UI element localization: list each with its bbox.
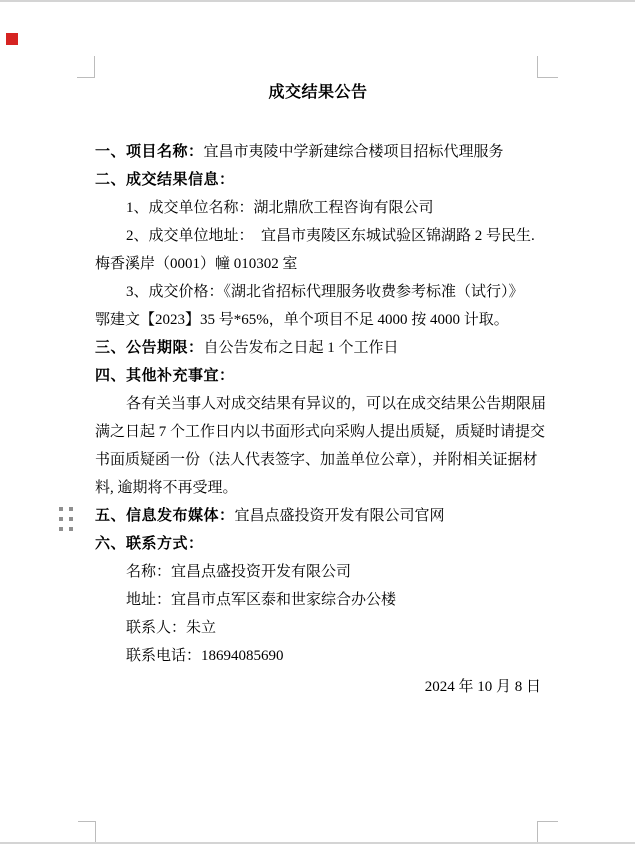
drag-handle-dots-icon[interactable] [59, 507, 73, 531]
section-label: 三、公告期限： [95, 339, 204, 356]
section-label: 五、信息发布媒体： [95, 507, 235, 524]
margin-crop-mark-bottom-right [537, 821, 538, 843]
text-line [95, 278, 541, 306]
page-title: 成交结果公告 [268, 84, 368, 101]
section-label: 四、其他补充事宜： [95, 367, 235, 384]
margin-crop-mark-top-right [537, 77, 558, 78]
text-line [95, 194, 541, 222]
date-line: 2024 年 10 月 8 日 [424, 679, 541, 695]
line-text: 地址：宜昌市点军区泰和世家综合办公楼 [126, 592, 397, 608]
margin-crop-mark-bottom-right [537, 821, 558, 822]
text-line [95, 530, 541, 558]
text-line [95, 250, 541, 278]
section-label: 二、成交结果信息： [95, 171, 235, 188]
line-text: 1、成交单位名称：湖北鼎欣工程咨询有限公司 [126, 200, 434, 216]
line-text: 宜昌点盛投资开发有限公司官网 [234, 508, 445, 524]
document-content [95, 84, 547, 701]
line-text: 鄂建文【2023】35 号*65%，单个项目不足 4000 按 4000 计取。 [95, 312, 509, 328]
text-line [95, 474, 541, 502]
handle-dot [69, 517, 73, 521]
section-label: 六、联系方式： [95, 535, 204, 552]
line-text: 梅香溪岸（0001）幢 010302 室 [95, 256, 298, 272]
line-text: 满之日起 7 个工作日内以书面形式向采购人提出质疑，质疑时请提交 [95, 424, 546, 440]
text-line [95, 586, 541, 614]
line-text: 联系电话：18694085690 [126, 648, 284, 664]
line-text: 名称：宜昌点盛投资开发有限公司 [126, 564, 352, 580]
line-text: 3、成交价格：《湖北省招标代理服务收费参考标准（试行）》 [126, 284, 524, 300]
text-line [95, 446, 541, 474]
line-text: 各有关当事人对成交结果有异议的，可以在成交结果公告期限届 [126, 396, 547, 412]
margin-crop-mark-bottom-left [78, 821, 96, 822]
document-body [95, 138, 547, 670]
text-line [95, 642, 541, 670]
section-label: 一、项目名称： [95, 143, 204, 160]
handle-dot [69, 527, 73, 531]
handle-dot [59, 527, 63, 531]
text-line [95, 418, 546, 446]
red-square-marker [6, 33, 18, 45]
handle-dot [69, 507, 73, 511]
margin-crop-mark-top-left [77, 77, 95, 78]
page-top-edge [0, 0, 635, 2]
line-text: 自公告发布之日起 1 个工作日 [203, 340, 399, 356]
line-text: 料, 逾期将不再受理。 [95, 480, 238, 496]
line-text: 宜昌市夷陵中学新建综合楼项目招标代理服务 [203, 144, 504, 160]
text-line [95, 166, 541, 194]
text-line [95, 502, 541, 530]
text-line [95, 306, 541, 334]
line-text: 书面质疑函一份（法人代表签字、加盖单位公章），并附相关证据材 [95, 452, 538, 468]
text-line [95, 138, 541, 166]
line-text: 2、成交单位地址： 宜昌市夷陵区东城试验区锦湖路 2 号民生. [126, 228, 535, 244]
text-line [95, 614, 541, 642]
text-line [95, 558, 541, 586]
text-line [95, 390, 547, 418]
text-line [95, 334, 541, 362]
margin-crop-mark-top-left [94, 56, 95, 77]
margin-crop-mark-bottom-left [95, 821, 96, 843]
line-text: 联系人：朱立 [126, 620, 217, 636]
text-line [95, 362, 541, 390]
handle-dot [59, 507, 63, 511]
margin-crop-mark-top-right [537, 56, 538, 77]
text-line [95, 222, 541, 250]
handle-dot [59, 517, 63, 521]
